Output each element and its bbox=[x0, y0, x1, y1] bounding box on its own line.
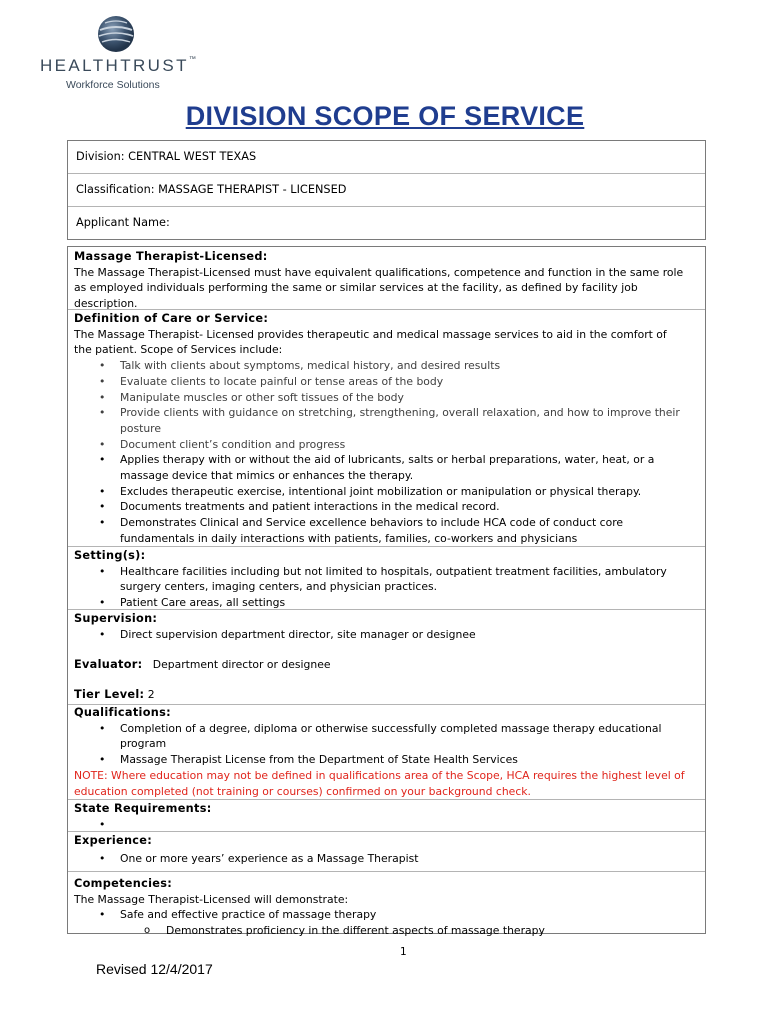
section-heading: Supervision: bbox=[74, 612, 158, 625]
list-item: • Documents treatments and patient interactions in the medical record. bbox=[120, 499, 699, 515]
list-item: • Talk with clients about symptoms, medical history, and desired results bbox=[120, 358, 699, 374]
section-heading: Setting(s): bbox=[74, 549, 146, 562]
supervision-list bbox=[74, 627, 699, 643]
list-item: • Patient Care areas, all settings bbox=[120, 595, 699, 611]
list-item: • Demonstrates Clinical and Service excellence behaviors to include HCA code of conduct core fundamentals in daily interactions with patients, families, co-workers and physicians bbox=[120, 515, 699, 546]
definition-section bbox=[68, 310, 705, 547]
list-item: • One or more years’ experience as a Massage Therapist bbox=[120, 851, 699, 867]
list-item: • Provide clients with guidance on stretching, strengthening, overall relaxation, and how to improve their posture bbox=[120, 405, 699, 436]
list-item: • Healthcare facilities including but not limited to hospitals, outpatient treatment facilities, ambulatory surgery centers, imaging centers, and physician practices. bbox=[120, 564, 699, 595]
state-requirements-section bbox=[68, 800, 705, 832]
list-item: • Document client’s condition and progress bbox=[120, 437, 699, 453]
classification-field: Classification: MASSAGE THERAPIST - LICENSED bbox=[68, 174, 705, 207]
qualifications-list bbox=[74, 721, 699, 768]
paragraph-line: The Massage Therapist- Licensed provides therapeutic and medical massage services to aid in the comfort of bbox=[74, 327, 667, 341]
section-heading: Definition of Care or Service: bbox=[74, 312, 269, 325]
scope-list bbox=[74, 358, 699, 546]
logo-subtitle: Workforce Solutions bbox=[66, 79, 160, 91]
list-item: • Completion of a degree, diploma or otherwise successfully completed massage therapy educational program bbox=[120, 721, 699, 752]
settings-list bbox=[74, 564, 699, 611]
supervision-section bbox=[68, 610, 705, 705]
qualifications-section bbox=[68, 705, 705, 800]
competencies-section bbox=[68, 872, 705, 938]
evaluator-line: Evaluator: Department director or designee bbox=[74, 658, 331, 672]
paragraph-line: description. bbox=[74, 297, 138, 311]
note-line: education completed (not training or courses) confirmed on your background check. bbox=[74, 784, 531, 798]
experience-list bbox=[74, 851, 699, 867]
section-heading: Qualifications: bbox=[74, 706, 171, 719]
section-heading: Competencies: bbox=[74, 877, 173, 890]
section-heading: Experience: bbox=[74, 834, 153, 847]
competencies-sublist bbox=[74, 923, 699, 939]
list-item: • Safe and effective practice of massage therapy bbox=[120, 907, 699, 923]
settings-section bbox=[68, 547, 705, 610]
note-line: NOTE: Where education may not be defined in qualifications area of the Scope, HCA requires the highest level of bbox=[74, 768, 685, 782]
page-title: DIVISION SCOPE OF SERVICE bbox=[185, 101, 585, 131]
tier-level-line: Tier Level: 2 bbox=[74, 688, 155, 702]
list-item: • Direct supervision department director, site manager or designee bbox=[120, 627, 699, 643]
section-heading: Massage Therapist-Licensed: bbox=[74, 250, 268, 263]
applicant-name-field: Applicant Name: bbox=[76, 216, 170, 229]
page-number: 1 bbox=[400, 946, 407, 958]
list-item: • Massage Therapist License from the Department of State Health Services bbox=[120, 752, 699, 768]
section-heading: State Requirements: bbox=[74, 802, 212, 815]
healthtrust-logo bbox=[40, 12, 200, 92]
competencies-list bbox=[74, 907, 699, 923]
state-requirements-list bbox=[74, 817, 699, 833]
list-item: • Manipulate muscles or other soft tissues of the body bbox=[120, 390, 699, 406]
massage-therapist-section bbox=[68, 247, 705, 310]
header-fields-box bbox=[67, 140, 706, 240]
logo-brand: HEALTHTRUST™ bbox=[40, 56, 196, 75]
division-field: Division: CENTRAL WEST TEXAS bbox=[68, 141, 705, 174]
globe-icon bbox=[96, 14, 136, 54]
paragraph-line: The Massage Therapist-Licensed must have equivalent qualifications, competence and function in the same role bbox=[74, 265, 684, 279]
list-item: • Evaluate clients to locate painful or tense areas of the body bbox=[120, 374, 699, 390]
revised-date: Revised 12/4/2017 bbox=[96, 961, 213, 977]
list-item bbox=[120, 817, 699, 833]
experience-section bbox=[68, 832, 705, 872]
list-item: • Excludes therapeutic exercise, intentional joint mobilization or manipulation or physical therapy. bbox=[120, 484, 699, 500]
list-item: • Applies therapy with or without the aid of lubricants, salts or herbal preparations, water, heat, or a massage device that mimics or enhances the therapy. bbox=[120, 452, 699, 483]
paragraph-line: the patient. Scope of Services include: bbox=[74, 343, 283, 357]
list-item: o Demonstrates proficiency in the different aspects of massage therapy bbox=[166, 923, 699, 939]
paragraph-line: The Massage Therapist-Licensed will demonstrate: bbox=[74, 892, 349, 906]
paragraph-line: as employed individuals performing the same or similar services at the facility, as defined by facility job bbox=[74, 281, 638, 295]
scope-content-box bbox=[67, 246, 706, 938]
